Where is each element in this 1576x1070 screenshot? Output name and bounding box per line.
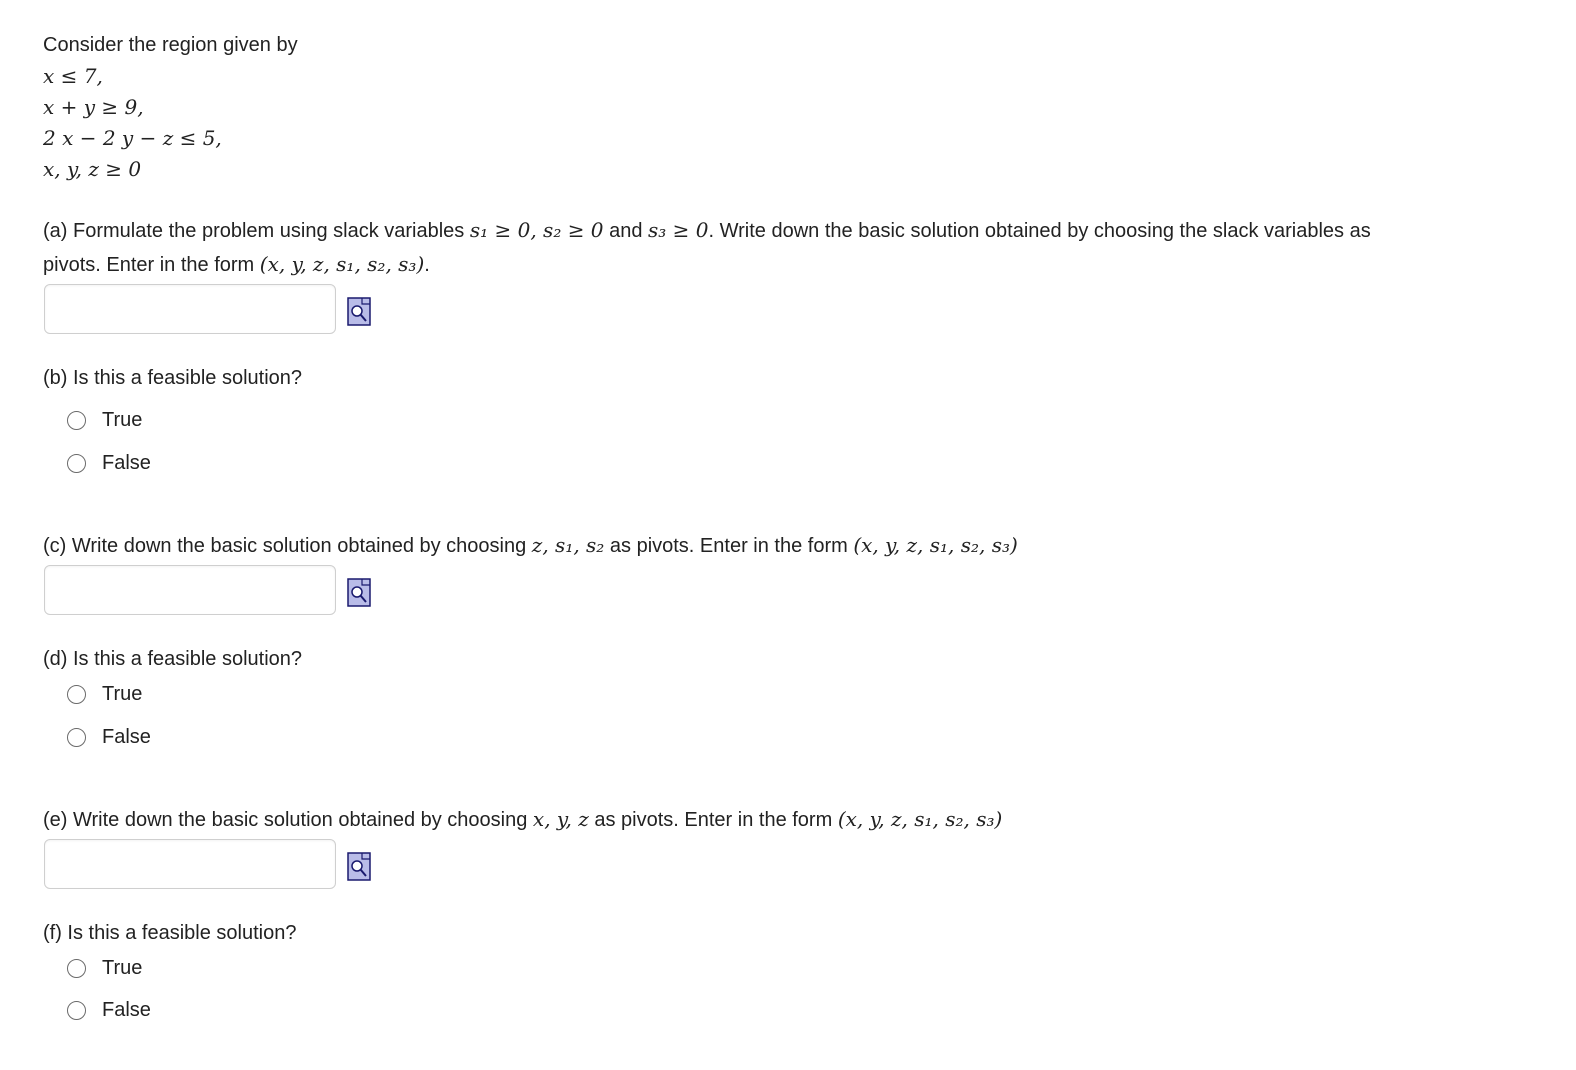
part-a-form: (x, y, z, s₁, s₂, s₃) bbox=[259, 252, 425, 276]
part-b-question: (b) Is this a feasible solution? bbox=[43, 367, 303, 389]
preview-document-icon[interactable] bbox=[347, 852, 371, 881]
radio-button-icon[interactable] bbox=[67, 728, 86, 747]
option-label: False bbox=[102, 725, 151, 748]
intro-text: Consider the region given by bbox=[43, 34, 298, 56]
constraint-1: x ≤ 7, bbox=[43, 64, 103, 88]
part-f-option-false[interactable] bbox=[67, 997, 151, 1023]
option-label: True bbox=[102, 408, 143, 431]
part-a-and: and bbox=[603, 220, 649, 242]
preview-document-icon[interactable] bbox=[347, 297, 371, 326]
part-b-option-true[interactable] bbox=[67, 407, 142, 433]
part-c-form: (x, y, z, s₁, s₂, s₃) bbox=[853, 533, 1018, 557]
part-e-suffix: as pivots. Enter in the form bbox=[588, 809, 838, 831]
radio-button-icon[interactable] bbox=[67, 454, 86, 473]
option-label: False bbox=[102, 451, 151, 474]
radio-button-icon[interactable] bbox=[67, 959, 86, 978]
part-e-form: (x, y, z, s₁, s₂, s₃) bbox=[837, 807, 1003, 831]
part-c-suffix: as pivots. Enter in the form bbox=[604, 535, 854, 557]
part-a-line2-text: pivots. Enter in the form bbox=[43, 254, 260, 276]
part-a-math-2: s₃ ≥ 0 bbox=[648, 218, 709, 242]
part-f-question: (f) Is this a feasible solution? bbox=[43, 922, 297, 944]
radio-button-icon[interactable] bbox=[67, 411, 86, 430]
constraint-3: 2 x − 2 y − z ≤ 5, bbox=[43, 126, 222, 150]
radio-button-icon[interactable] bbox=[67, 685, 86, 704]
part-a-line-1 bbox=[43, 218, 1371, 243]
part-d-option-false[interactable] bbox=[67, 724, 151, 750]
part-d-option-true[interactable] bbox=[67, 681, 142, 707]
option-label: True bbox=[102, 682, 143, 705]
part-a-prefix: (a) Formulate the problem using slack variables bbox=[43, 220, 470, 242]
part-a-line-2 bbox=[43, 252, 430, 277]
constraint-2: x + y ≥ 9, bbox=[43, 95, 144, 119]
part-c-line bbox=[43, 533, 1018, 558]
part-e-pivots: x, y, z bbox=[532, 807, 589, 831]
part-d-question: (d) Is this a feasible solution? bbox=[43, 648, 303, 670]
part-c-prefix: (c) Write down the basic solution obtained by choosing bbox=[43, 535, 532, 557]
part-a-answer-input[interactable] bbox=[44, 284, 336, 334]
part-b-option-false[interactable] bbox=[67, 450, 151, 476]
part-c-answer-input[interactable] bbox=[44, 565, 336, 615]
option-label: True bbox=[102, 956, 143, 979]
option-label: False bbox=[102, 998, 151, 1021]
part-a-end: . bbox=[424, 254, 430, 276]
part-e-answer-input[interactable] bbox=[44, 839, 336, 889]
radio-button-icon[interactable] bbox=[67, 1001, 86, 1020]
constraint-4: x, y, z ≥ 0 bbox=[43, 157, 142, 181]
preview-document-icon[interactable] bbox=[347, 578, 371, 607]
part-e-line bbox=[43, 807, 1002, 832]
part-f-option-true[interactable] bbox=[67, 955, 142, 981]
part-c-pivots: z, s₁, s₂ bbox=[531, 533, 605, 557]
part-a-suffix: . Write down the basic solution obtained by choosing the slack variables as bbox=[708, 220, 1371, 242]
part-a-math-1: s₁ ≥ 0, s₂ ≥ 0 bbox=[469, 218, 604, 242]
part-e-prefix: (e) Write down the basic solution obtained by choosing bbox=[43, 809, 533, 831]
